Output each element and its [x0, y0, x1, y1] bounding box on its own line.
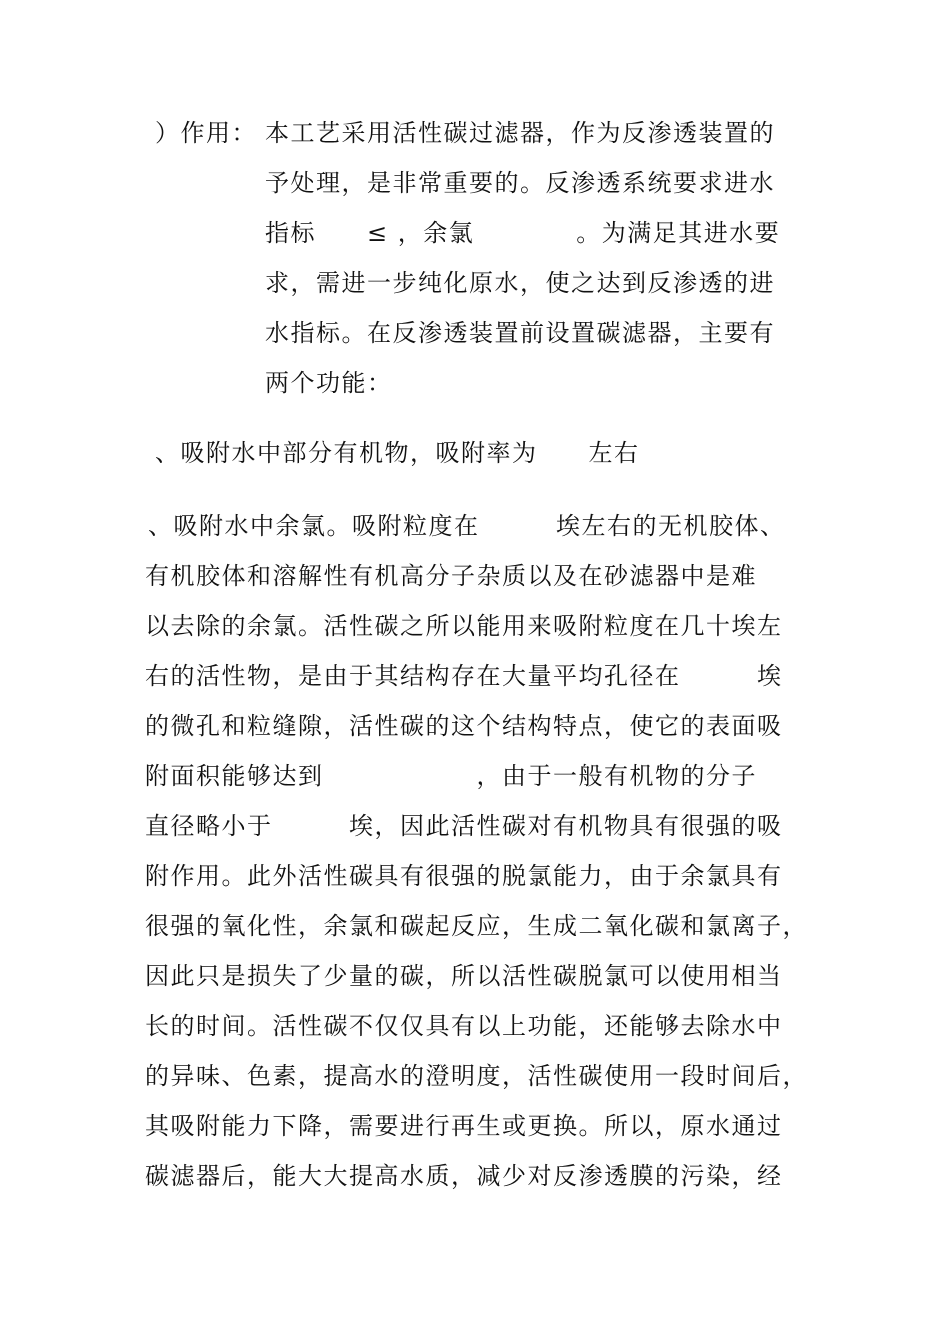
section-label: ）作用： — [155, 119, 257, 147]
paragraph-line: 两个功能： — [265, 369, 393, 397]
paragraph-line: 水指标。在反渗透装置前设置碳滤器，主要有 — [265, 319, 775, 347]
paragraph-line: 其吸附能力下降，需要进行再生或更换。所以，原水通过 — [145, 1112, 783, 1140]
paragraph-line: 的微孔和粒缝隙，活性碳的这个结构特点，使它的表面吸 — [145, 712, 783, 740]
paragraph-line: 长的时间。活性碳不仅仅具有以上功能，还能够去除水中 — [145, 1012, 783, 1040]
paragraph-line: 本工艺采用活性碳过滤器，作为反渗透装置的 — [265, 119, 775, 147]
paragraph-line: 附面积能够达到 ，由于一般有机物的分子 — [145, 762, 757, 790]
paragraph-line: 的异味、色素，提高水的澄明度，活性碳使用一段时间后， — [145, 1062, 808, 1090]
paragraph-line: 右的活性物，是由于其结构存在大量平均孔径在 埃 — [145, 662, 783, 690]
paragraph-line: 予处理，是非常重要的。反渗透系统要求进水 — [265, 169, 775, 197]
paragraph-line: 、吸附水中余氯。吸附粒度在 埃左右的无机胶体、 — [148, 512, 786, 540]
paragraph-line: 以去除的余氯。活性碳之所以能用来吸附粒度在几十埃左 — [145, 612, 783, 640]
paragraph-line: 指标 ≤ ，余氯 。为满足其进水要 — [265, 219, 781, 247]
paragraph-line: 因此只是损失了少量的碳，所以活性碳脱氯可以使用相当 — [145, 962, 783, 990]
paragraph-line: 有机胶体和溶解性有机高分子杂质以及在砂滤器中是难 — [145, 562, 757, 590]
paragraph-line: 很强的氧化性，余氯和碳起反应，生成二氧化碳和氯离子， — [145, 912, 808, 940]
paragraph-line: 求，需进一步纯化原水，使之达到反渗透的进 — [265, 269, 775, 297]
paragraph-line: 附作用。此外活性碳具有很强的脱氯能力，由于余氯具有 — [145, 862, 783, 890]
list-item: 、吸附水中部分有机物，吸附率为 左右 — [155, 439, 640, 467]
paragraph-line: 直径略小于 埃，因此活性碳对有机物具有很强的吸 — [145, 812, 783, 840]
paragraph-line: 碳滤器后，能大大提高水质，减少对反渗透膜的污染，经 — [145, 1162, 783, 1190]
